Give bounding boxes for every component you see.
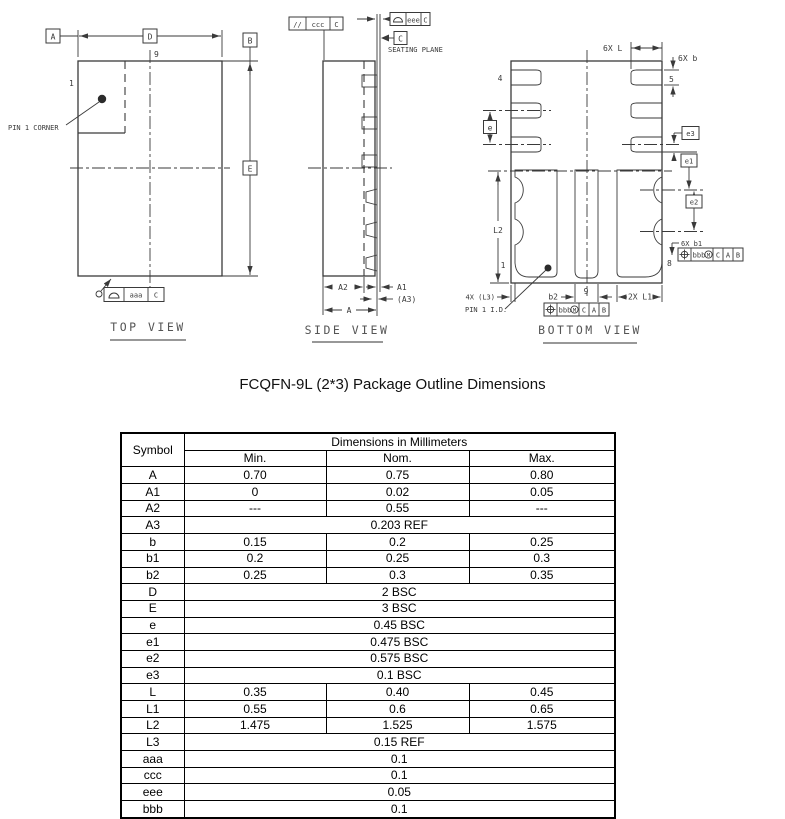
datum-flag-icon	[381, 35, 389, 42]
table-row	[121, 584, 615, 601]
min-cell: 0.2	[184, 550, 326, 567]
nom-cell: 0.6	[326, 701, 469, 718]
value-cell: 0.45 BSC	[184, 617, 615, 634]
max-cell: 0.80	[469, 467, 615, 484]
value-cell: 0.203 REF	[184, 517, 615, 534]
table-row	[121, 784, 615, 801]
dim-d-label: D	[147, 32, 153, 42]
max-cell: 1.575	[469, 717, 615, 734]
nom-cell: 0.75	[326, 467, 469, 484]
value-cell: 0.575 BSC	[184, 650, 615, 667]
symbol-cell: b	[121, 534, 184, 551]
table-row	[121, 751, 615, 768]
pin9-label: 9	[583, 287, 589, 296]
side-view-title: SIDE VIEW	[304, 323, 390, 337]
max-cell: 0.3	[469, 550, 615, 567]
pin8-label: 8	[667, 259, 672, 268]
nom-cell: 0.55	[326, 500, 469, 517]
value-cell: 0.1	[184, 801, 615, 818]
table-row	[121, 701, 615, 718]
symbol-cell: E	[121, 600, 184, 617]
table-header-row	[121, 433, 615, 450]
datum-b-label: B	[247, 36, 253, 46]
bottom-view-title: BOTTOM VIEW	[538, 323, 642, 337]
symbol-cell: L	[121, 684, 184, 701]
value-cell: 0.1 BSC	[184, 667, 615, 684]
fcf-aaa-datum: C	[153, 291, 159, 300]
fcf-ccc-datum: C	[334, 21, 339, 29]
fcf-position-bottom	[544, 303, 609, 316]
table-row	[121, 617, 615, 634]
symbol-cell: e3	[121, 667, 184, 684]
pin4-label: 4	[497, 74, 503, 83]
nom-cell: 0.02	[326, 484, 469, 501]
dimensions-table	[120, 432, 616, 819]
symbol-cell: D	[121, 584, 184, 601]
table-row	[121, 667, 615, 684]
max-cell: 0.45	[469, 684, 615, 701]
value-cell: 0.15 REF	[184, 734, 615, 751]
table-row	[121, 717, 615, 734]
symbol-header: Symbol	[121, 433, 184, 467]
dim-6x-l-label: 6X L	[603, 44, 623, 53]
max-cell: ---	[469, 500, 615, 517]
nom-header: Nom.	[326, 450, 469, 467]
pin1-label: 1	[500, 261, 506, 270]
table-row	[121, 767, 615, 784]
dim-a-label: A	[346, 306, 352, 315]
symbol-cell: A1	[121, 484, 184, 501]
pin1-label: 1	[69, 79, 74, 88]
min-cell: 0.70	[184, 467, 326, 484]
symbol-cell: e	[121, 617, 184, 634]
min-cell: ---	[184, 500, 326, 517]
nom-cell: 0.25	[326, 550, 469, 567]
fcf-eee-tolerance: eee	[407, 16, 420, 25]
svg-text:C: C	[715, 251, 721, 260]
symbol-cell: L1	[121, 701, 184, 718]
symbol-cell: aaa	[121, 751, 184, 768]
dim-2x-l1-label: 2X L1	[627, 292, 653, 302]
symbol-cell: A	[121, 467, 184, 484]
table-row	[121, 684, 615, 701]
symbol-cell: A3	[121, 517, 184, 534]
dim-6x-b1-label: 6X b1	[681, 240, 703, 248]
nom-cell: 1.525	[326, 717, 469, 734]
datum-a-label: A	[50, 32, 56, 42]
svg-text:B: B	[735, 251, 741, 260]
dim-l2-label: L2	[493, 226, 503, 235]
table-row	[121, 550, 615, 567]
value-cell: 0.1	[184, 767, 615, 784]
value-cell: 2 BSC	[184, 584, 615, 601]
table-row	[121, 467, 615, 484]
svg-text:A: A	[591, 306, 597, 315]
symbol-cell: ccc	[121, 767, 184, 784]
dim-a2-label: A2	[338, 283, 348, 292]
fcf-eee-datum: C	[423, 16, 428, 25]
table-row	[121, 534, 615, 551]
side-view-drawing	[289, 13, 443, 343]
svg-text:bbb: bbb	[692, 251, 706, 260]
dim-b2-label: b2	[548, 292, 558, 302]
svg-text:M: M	[706, 253, 711, 259]
symbol-cell: L3	[121, 734, 184, 751]
symbol-cell: e2	[121, 650, 184, 667]
svg-text:bbb: bbb	[558, 306, 572, 315]
nom-cell: 0.2	[326, 534, 469, 551]
symbol-cell: L2	[121, 717, 184, 734]
fcf-ccc-tolerance: ccc	[311, 21, 325, 29]
min-cell: 1.475	[184, 717, 326, 734]
table-row	[121, 484, 615, 501]
fcf-aaa-tolerance: aaa	[129, 291, 143, 300]
svg-text:M: M	[572, 308, 577, 314]
table-row	[121, 801, 615, 818]
dim-a3-label: (A3)	[397, 295, 417, 304]
package-drawings	[0, 0, 785, 365]
pin5-label: 5	[669, 75, 674, 84]
table-row	[121, 500, 615, 517]
min-cell: 0.35	[184, 684, 326, 701]
group-header: Dimensions in Millimeters	[184, 433, 615, 450]
nom-cell: 0.3	[326, 567, 469, 584]
nom-cell: 0.40	[326, 684, 469, 701]
svg-text:B: B	[601, 306, 607, 315]
dim-e-label: e	[487, 123, 493, 133]
bottom-view-drawing	[465, 42, 743, 343]
seating-plane-label: SEATING PLANE	[388, 46, 443, 54]
pin1-marker-icon	[98, 95, 106, 103]
dim-e3-label: e3	[686, 130, 695, 138]
table-row	[121, 734, 615, 751]
symbol-cell: bbb	[121, 801, 184, 818]
dim-a1-label: A1	[397, 283, 407, 292]
parallelism-icon: //	[293, 21, 302, 29]
max-cell: 0.35	[469, 567, 615, 584]
fcf-position-right	[678, 248, 743, 261]
min-cell: 0	[184, 484, 326, 501]
max-cell: 0.25	[469, 534, 615, 551]
symbol-cell: b2	[121, 567, 184, 584]
page-title: FCQFN-9L (2*3) Package Outline Dimensions	[239, 376, 546, 393]
table-row	[121, 517, 615, 534]
svg-text:C: C	[581, 306, 587, 315]
datum-c-label: C	[398, 34, 403, 44]
dim-e1-label: e1	[684, 157, 694, 166]
value-cell: 0.05	[184, 784, 615, 801]
dim-e-label: E	[247, 164, 253, 174]
symbol-cell: eee	[121, 784, 184, 801]
symbol-cell: b1	[121, 550, 184, 567]
table-row	[121, 634, 615, 651]
max-cell: 0.05	[469, 484, 615, 501]
pin1-corner-label: PIN 1 CORNER	[8, 124, 59, 132]
table-row	[121, 650, 615, 667]
max-header: Max.	[469, 450, 615, 467]
dim-4x-l3-label: 4X (L3)	[465, 293, 495, 302]
dim-e2-label: e2	[689, 198, 699, 207]
symbol-cell: A2	[121, 500, 184, 517]
top-view-drawing	[8, 29, 258, 340]
value-cell: 0.1	[184, 751, 615, 768]
min-cell: 0.55	[184, 701, 326, 718]
symbol-cell: e1	[121, 634, 184, 651]
top-view-title: TOP VIEW	[110, 320, 186, 334]
table-row	[121, 567, 615, 584]
max-cell: 0.65	[469, 701, 615, 718]
min-header: Min.	[184, 450, 326, 467]
svg-text:A: A	[725, 251, 731, 260]
pin9-label: 9	[154, 50, 159, 59]
table-row	[121, 600, 615, 617]
min-cell: 0.25	[184, 567, 326, 584]
pin1-id-label: PIN 1 I.D.	[465, 306, 508, 314]
table-header-row	[121, 450, 615, 467]
value-cell: 3 BSC	[184, 600, 615, 617]
dim-6x-b-label: 6X b	[678, 54, 698, 63]
value-cell: 0.475 BSC	[184, 634, 615, 651]
min-cell: 0.15	[184, 534, 326, 551]
